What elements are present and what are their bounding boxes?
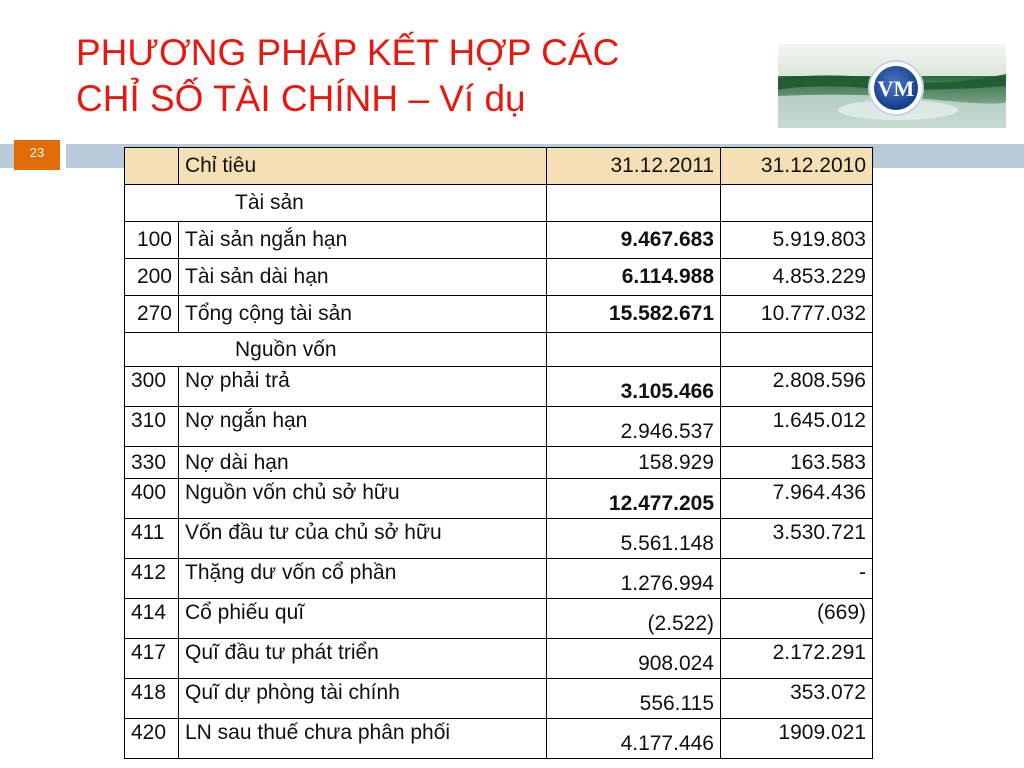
row-code: 300 xyxy=(125,367,179,407)
svg-text:VM: VM xyxy=(877,76,915,101)
table-row xyxy=(125,519,873,559)
row-value-2011: 556.115 xyxy=(547,679,721,719)
row-value-2010: - xyxy=(721,559,873,599)
table-row xyxy=(125,599,873,639)
row-value-2010: 10.777.032 xyxy=(721,296,873,333)
row-value-2010: 1.645.012 xyxy=(721,407,873,447)
table-header-row xyxy=(125,148,873,185)
row-name: Cổ phiếu quĩ xyxy=(179,599,547,639)
header-cell-code xyxy=(125,148,179,185)
row-value-2011: 4.177.446 xyxy=(547,719,721,759)
section-label-sources: Nguồn vốn xyxy=(125,333,547,367)
slide-title xyxy=(76,30,619,122)
row-code: 330 xyxy=(125,447,179,479)
header-cell-2011: 31.12.2011 xyxy=(547,148,721,185)
row-code: 420 xyxy=(125,719,179,759)
row-name: Nợ ngắn hạn xyxy=(179,407,547,447)
row-value-2011: 5.561.148 xyxy=(547,519,721,559)
row-code: 418 xyxy=(125,679,179,719)
row-code: 412 xyxy=(125,559,179,599)
row-name: Nợ phải trả xyxy=(179,367,547,407)
row-code: 417 xyxy=(125,639,179,679)
row-value-2010: 163.583 xyxy=(721,447,873,479)
row-code: 200 xyxy=(125,259,179,296)
row-name: Quĩ dự phòng tài chính xyxy=(179,679,547,719)
row-value-2011: 6.114.988 xyxy=(547,259,721,296)
row-value-2010: 2.172.291 xyxy=(721,639,873,679)
row-value-2011: 908.024 xyxy=(547,639,721,679)
row-value-2011: 1.276.994 xyxy=(547,559,721,599)
table-row xyxy=(125,719,873,759)
row-code: 411 xyxy=(125,519,179,559)
row-value-2010: 7.964.436 xyxy=(721,479,873,519)
slide-title-line-2: CHỈ SỐ TÀI CHÍNH – Ví dụ xyxy=(76,78,526,119)
table-row xyxy=(125,679,873,719)
header-cell-2010: 31.12.2010 xyxy=(721,148,873,185)
empty-cell xyxy=(547,185,721,222)
table-row xyxy=(125,296,873,333)
row-name: Tài sản dài hạn xyxy=(179,259,547,296)
row-value-2010: (669) xyxy=(721,599,873,639)
row-code: 100 xyxy=(125,222,179,259)
row-name: Vốn đầu tư của chủ sở hữu xyxy=(179,519,547,559)
slide-number-badge: 23 xyxy=(14,140,60,170)
row-value-2011: 12.477.205 xyxy=(547,479,721,519)
balance-sheet-table xyxy=(124,147,873,759)
empty-cell xyxy=(721,333,873,367)
row-code: 414 xyxy=(125,599,179,639)
row-name: Tổng cộng tài sản xyxy=(179,296,547,333)
header-band-left xyxy=(0,144,14,168)
table-row xyxy=(125,479,873,519)
section-label-assets: Tài sản xyxy=(125,185,547,222)
row-code: 270 xyxy=(125,296,179,333)
empty-cell xyxy=(547,333,721,367)
row-value-2011: 3.105.466 xyxy=(547,367,721,407)
row-value-2011: 15.582.671 xyxy=(547,296,721,333)
row-name: Nguồn vốn chủ sở hữu xyxy=(179,479,547,519)
table-row xyxy=(125,222,873,259)
row-value-2010: 353.072 xyxy=(721,679,873,719)
row-value-2011: 158.929 xyxy=(547,447,721,479)
row-name: Nợ dài hạn xyxy=(179,447,547,479)
table-row xyxy=(125,259,873,296)
header-cell-indicator: Chỉ tiêu xyxy=(179,148,547,185)
row-value-2010: 4.853.229 xyxy=(721,259,873,296)
row-value-2011: 9.467.683 xyxy=(547,222,721,259)
row-name: Tài sản ngắn hạn xyxy=(179,222,547,259)
table-row xyxy=(125,559,873,599)
table-row xyxy=(125,447,873,479)
section-row-sources xyxy=(125,333,873,367)
row-name: Thặng dư vốn cổ phần xyxy=(179,559,547,599)
table-row xyxy=(125,639,873,679)
row-name: LN sau thuế chưa phân phối xyxy=(179,719,547,759)
company-logo-icon xyxy=(778,44,1006,128)
row-value-2010: 3.530.721 xyxy=(721,519,873,559)
row-value-2011: (2.522) xyxy=(547,599,721,639)
slide-title-line-1: PHƯƠNG PHÁP KẾT HỢP CÁC xyxy=(76,32,620,73)
table-row xyxy=(125,407,873,447)
row-value-2010: 5.919.803 xyxy=(721,222,873,259)
table-row xyxy=(125,367,873,407)
row-value-2011: 2.946.537 xyxy=(547,407,721,447)
empty-cell xyxy=(721,185,873,222)
row-value-2010: 1909.021 xyxy=(721,719,873,759)
row-code: 310 xyxy=(125,407,179,447)
row-code: 400 xyxy=(125,479,179,519)
section-row-assets xyxy=(125,185,873,222)
row-value-2010: 2.808.596 xyxy=(721,367,873,407)
row-name: Quĩ đầu tư phát triển xyxy=(179,639,547,679)
